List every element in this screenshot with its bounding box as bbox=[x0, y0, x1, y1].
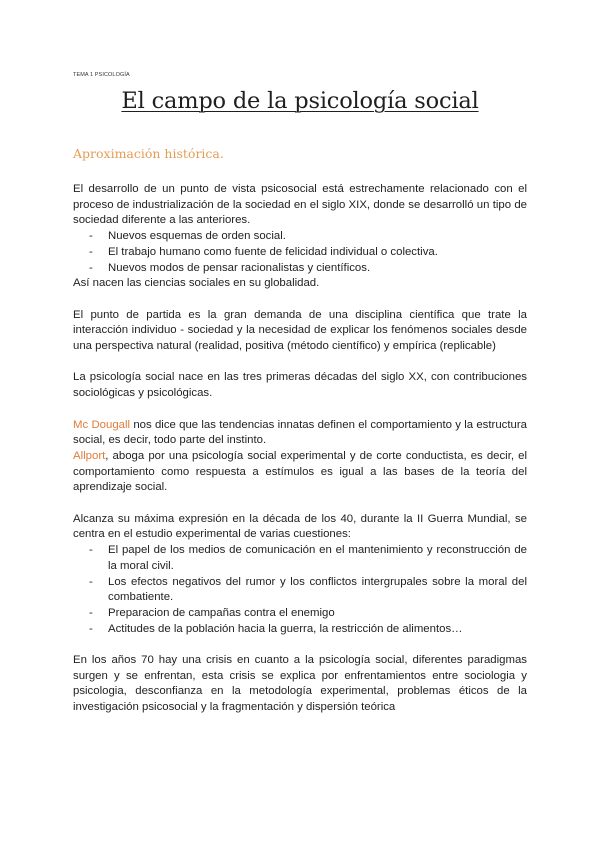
list-item: - Preparacion de campañas contra el enemigo bbox=[73, 606, 527, 622]
document-body bbox=[73, 182, 527, 716]
paragraph-allport: Allport, aboga por una psicología social experimental y de corte conductista, es decir, el comportamiento como respuesta a estímulos es igual a las bases de la teoría del aprendizaje social. bbox=[73, 449, 527, 494]
paragraph-origin: La psicología social nace en las tres primeras décadas del siglo XX, con contribuciones sociológicas y psicológicas. bbox=[73, 371, 527, 400]
paragraph-crisis: En los años 70 hay una crisis en cuanto a la psicología social, diferentes paradigmas surgen y se enfrentan, esta crisis se explica por enfrentamientos entre sociologia y psicologia, desconfianza en la metodología experimental, problemas éticos de la investigación psicosocial y la fragmentación y dispersión teórica bbox=[73, 654, 527, 714]
bullet-dash: - bbox=[89, 261, 93, 274]
list-item: - Nuevos esquemas de orden social. bbox=[73, 229, 527, 245]
bullet-dash: - bbox=[89, 544, 93, 557]
bullet-dash: - bbox=[89, 245, 93, 258]
paragraph-war: Alcanza su máxima expresión en la década de los 40, durante la II Guerra Mundial, se centra en el estudio experimental de varias cuestiones: bbox=[73, 512, 527, 541]
intro-closing: Así nacen las ciencias sociales en su globalidad. bbox=[73, 277, 320, 290]
bullet-dash: - bbox=[89, 606, 93, 619]
bullet-dash: - bbox=[89, 575, 93, 588]
intro-bullet-list bbox=[73, 229, 527, 276]
bullet-dash: - bbox=[89, 230, 93, 243]
bullet-dash: - bbox=[89, 622, 93, 635]
list-item: - Actitudes de la población hacia la guerra, la restricción de alimentos… bbox=[73, 622, 527, 638]
list-item: - Los efectos negativos del rumor y los conflictos intergrupales sobre la moral del combatiente. bbox=[89, 575, 527, 604]
list-item: - El papel de los medios de comunicación en el mantenimiento y reconstrucción de la moral civil. bbox=[89, 544, 527, 572]
list-item: - Nuevos modos de pensar racionalistas y científicos. bbox=[73, 261, 527, 277]
intro-paragraph: El desarrollo de un punto de vista psicosocial está estrechamente relacionado con el proceso de industrialización de la sociedad en el siglo XIX, donde se desarrolló un tipo de sociedad diferente a las anteriores. bbox=[73, 183, 527, 227]
war-bullet-list bbox=[73, 543, 527, 637]
header-label: TEMA 1 PSICOLOGÍA bbox=[73, 72, 130, 78]
section-heading: Aproximación histórica. bbox=[73, 146, 224, 161]
paragraph-mcdougall: Mc Dougall nos dice que las tendencias innatas definen el comportamiento y la estructura social, es decir, todo parte del instinto. bbox=[73, 418, 527, 447]
author-name-mcdougall: Mc Dougall bbox=[73, 418, 131, 431]
list-item: - El trabajo humano como fuente de felicidad individual o colectiva. bbox=[73, 245, 527, 261]
paragraph-starting-point: El punto de partida es la gran demanda de una disciplina científica que trate la interacción individuo - sociedad y la necesidad de explicar los fenómenos sociales desde una perspectiva natural (realidad, positiva (método científico) y empírica (replicable) bbox=[73, 308, 527, 353]
author-name-allport: Allport bbox=[73, 449, 106, 462]
page-title: El campo de la psicología social bbox=[121, 88, 479, 114]
